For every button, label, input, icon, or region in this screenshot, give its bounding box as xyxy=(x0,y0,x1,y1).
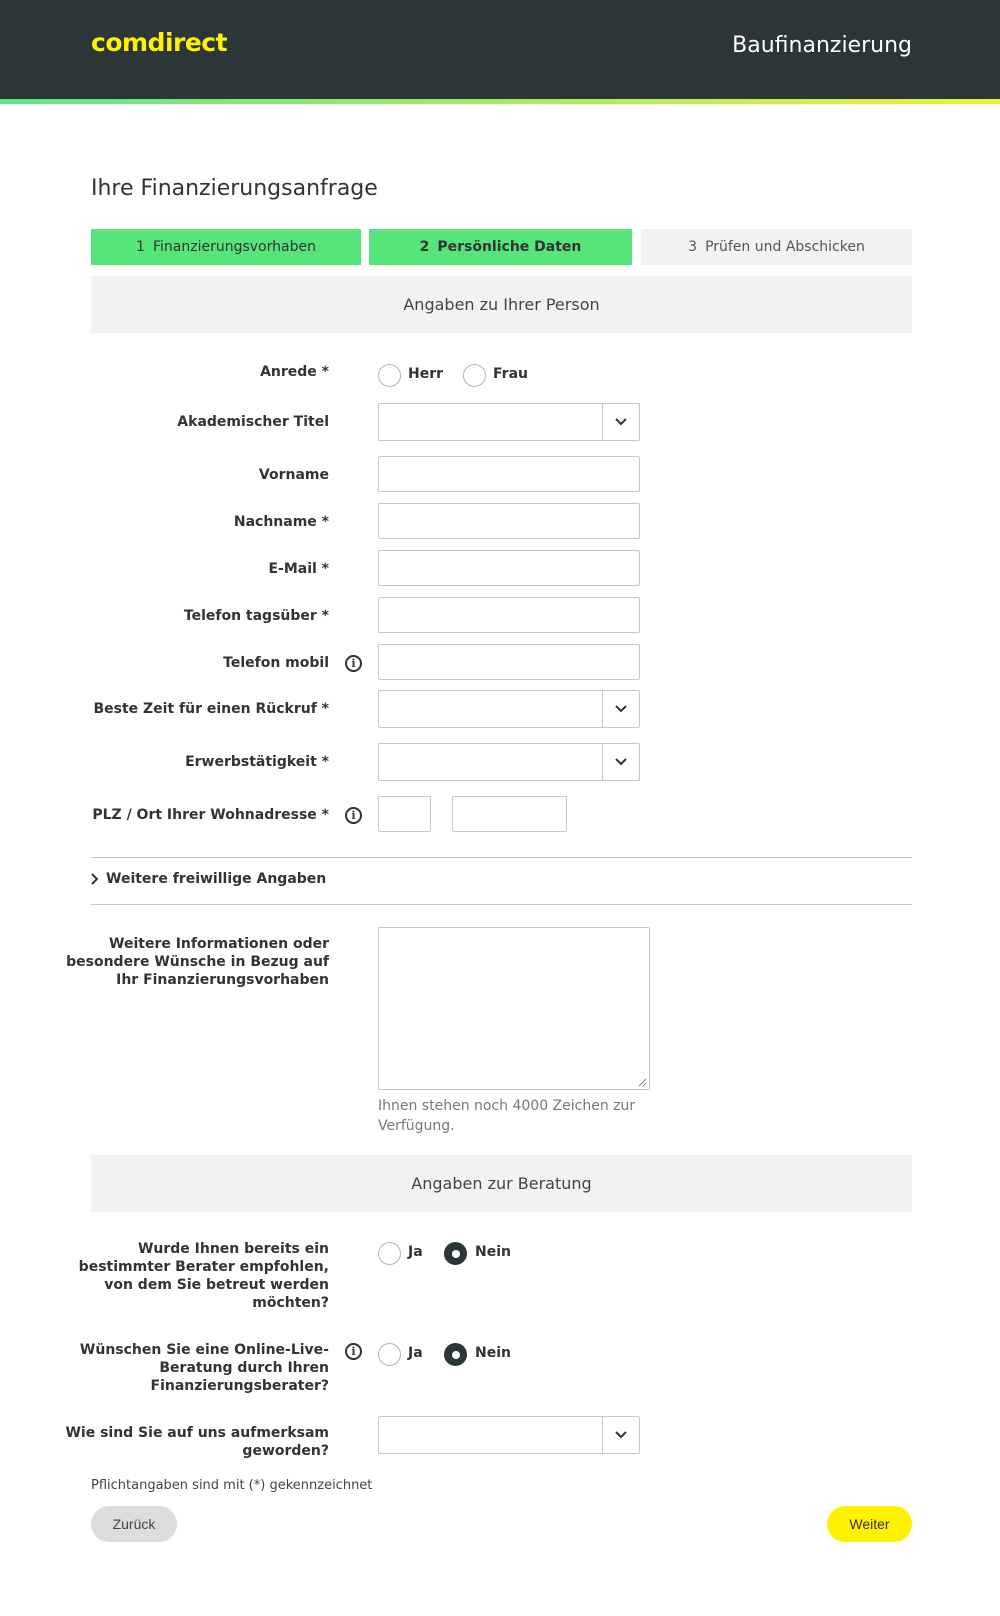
anrede-herr-radio[interactable] xyxy=(378,364,401,387)
telefon-input[interactable] xyxy=(378,597,640,633)
section-header-person: Angaben zu Ihrer Person xyxy=(91,276,912,333)
divider xyxy=(91,904,912,905)
char-count-hint: Ihnen stehen noch 4000 Zeichen zur Verfügung. xyxy=(378,1098,636,1134)
weitere-angaben-toggle[interactable] xyxy=(91,871,326,887)
chevron-down-icon xyxy=(603,1417,639,1453)
mobil-label: Telefon mobil xyxy=(223,655,329,671)
rueckruf-select[interactable] xyxy=(378,690,640,728)
chevron-right-icon xyxy=(91,873,98,885)
next-button[interactable]: Weiter xyxy=(827,1506,912,1542)
step-label: Finanzierungsvorhaben xyxy=(152,239,316,255)
header-title: Baufinanzierung xyxy=(732,33,912,58)
online-ja-radio[interactable] xyxy=(378,1343,401,1366)
online-label-line: Wünschen Sie eine Online-Live- xyxy=(79,1342,329,1358)
berater-nein-label[interactable]: Nein xyxy=(475,1244,511,1260)
berater-ja-radio[interactable] xyxy=(378,1242,401,1265)
info-icon[interactable]: i xyxy=(345,655,362,672)
rueckruf-label: Beste Zeit für einen Rückruf * xyxy=(93,701,329,717)
anrede-frau-radio[interactable] xyxy=(463,364,486,387)
infos-label-line: Ihr Finanzierungsvorhaben xyxy=(116,972,329,988)
vorname-label: Vorname xyxy=(258,467,329,483)
berater-label-line: von dem Sie betreut werden xyxy=(104,1277,329,1293)
plz-input[interactable] xyxy=(378,796,431,832)
step-number: 1 xyxy=(136,239,145,255)
step-number: 3 xyxy=(688,239,698,255)
anrede-label: Anrede * xyxy=(260,364,329,380)
chevron-down-icon xyxy=(603,404,639,440)
aufmerksam-label-line: Wie sind Sie auf uns aufmerksam xyxy=(65,1425,329,1441)
info-icon[interactable]: i xyxy=(345,1343,362,1360)
page-title: Ihre Finanzierungsanfrage xyxy=(91,176,378,201)
infos-label xyxy=(66,935,329,989)
titel-label: Akademischer Titel xyxy=(177,414,329,430)
nachname-label: Nachname * xyxy=(233,514,329,530)
chevron-down-icon xyxy=(603,691,639,727)
required-note: Pflichtangaben sind mit (*) gekennzeichnet xyxy=(91,1478,373,1493)
step-1[interactable] xyxy=(91,229,361,265)
step-label: Persönliche Daten xyxy=(437,239,582,255)
online-label-line: Finanzierungsberater? xyxy=(150,1378,329,1394)
titel-select[interactable] xyxy=(378,403,640,441)
step-label: Prüfen und Abschicken xyxy=(705,239,865,255)
logo[interactable]: comdirect xyxy=(91,28,228,57)
infos-label-line: Weitere Informationen oder xyxy=(109,936,329,952)
aufmerksam-label xyxy=(65,1424,329,1460)
online-label-line: Beratung durch Ihren xyxy=(159,1360,329,1376)
erwerb-select[interactable] xyxy=(378,743,640,781)
step-number: 2 xyxy=(419,239,430,255)
berater-label-line: Wurde Ihnen bereits ein xyxy=(137,1241,329,1257)
berater-label xyxy=(79,1240,329,1312)
aufmerksam-select[interactable] xyxy=(378,1416,640,1454)
online-nein-label[interactable]: Nein xyxy=(475,1345,511,1361)
berater-nein-radio[interactable] xyxy=(444,1242,467,1265)
email-label: E-Mail * xyxy=(268,561,329,577)
chevron-down-icon xyxy=(603,744,639,780)
mobil-input[interactable] xyxy=(378,644,640,680)
resize-handle-icon[interactable] xyxy=(638,1078,647,1087)
email-input[interactable] xyxy=(378,550,640,586)
nachname-input[interactable] xyxy=(378,503,640,539)
divider xyxy=(91,857,912,858)
telefon-label: Telefon tagsüber * xyxy=(183,608,329,624)
plz-ort-label: PLZ / Ort Ihrer Wohnadresse * xyxy=(92,807,329,823)
aufmerksam-label-line: geworden? xyxy=(242,1443,329,1459)
infos-label-line: besondere Wünsche in Bezug auf xyxy=(66,954,329,970)
info-icon[interactable]: i xyxy=(345,807,362,824)
berater-label-line: bestimmter Berater empfohlen, xyxy=(78,1259,329,1275)
header-accent-line xyxy=(0,99,1000,104)
online-label xyxy=(80,1341,329,1395)
erwerb-label: Erwerbstätigkeit * xyxy=(185,754,329,770)
infos-textarea[interactable] xyxy=(378,927,650,1090)
online-ja-label[interactable]: Ja xyxy=(408,1345,423,1361)
vorname-input[interactable] xyxy=(378,456,640,492)
anrede-frau-label[interactable]: Frau xyxy=(493,366,528,382)
berater-label-line: möchten? xyxy=(252,1295,329,1311)
ort-input[interactable] xyxy=(452,796,567,832)
step-3 xyxy=(641,229,912,265)
anrede-herr-label[interactable]: Herr xyxy=(408,366,444,382)
back-button[interactable]: Zurück xyxy=(91,1506,177,1542)
online-nein-radio[interactable] xyxy=(444,1343,467,1366)
section-header-beratung: Angaben zur Beratung xyxy=(91,1155,912,1212)
step-2[interactable] xyxy=(369,229,632,265)
weitere-angaben-label: Weitere freiwillige Angaben xyxy=(106,871,327,887)
berater-ja-label[interactable]: Ja xyxy=(408,1244,423,1260)
